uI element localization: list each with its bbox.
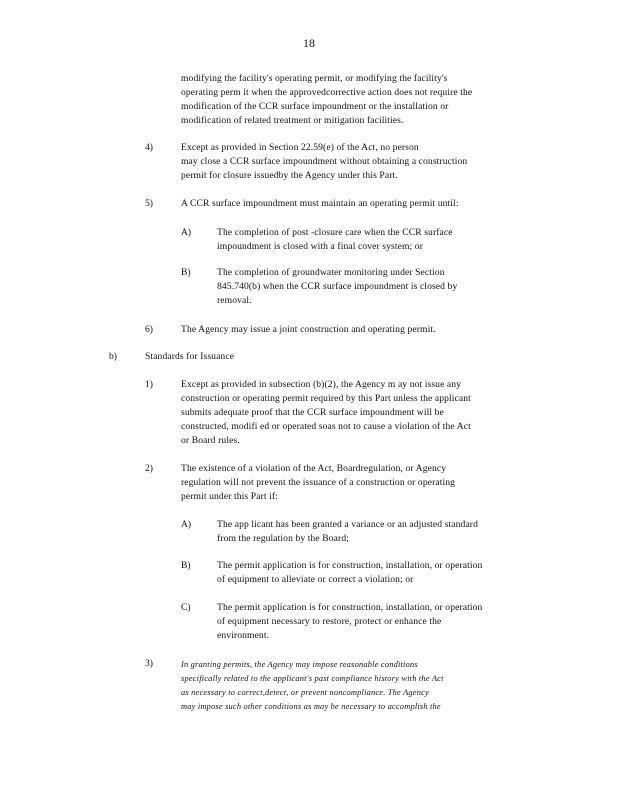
item-line: or Board rules.	[181, 435, 240, 446]
item-line: In granting permits, the Agency may impose reasonable conditions	[181, 660, 418, 669]
item-line: submits adequate proof that the CCR surface impoundment will be	[181, 407, 444, 418]
continuation-line: modification of related treatment or mitigation facilities.	[181, 115, 404, 126]
subitem-line: of equipment necessary to restore, protect or enhance the	[217, 616, 442, 627]
subitem-label: B)	[181, 560, 191, 571]
continuation-line: modifying the facility's operating permit, or modifying the facility's	[181, 73, 448, 84]
item-line: may impose such other conditions as may be necessary to accomplish the	[181, 702, 441, 711]
section-heading: Standards for Issuance	[145, 351, 235, 362]
item-line: construction or operating permit required by this Part unless the applicant	[181, 393, 471, 404]
continuation-line: operating perm it when the approvedcorrective action does not require the	[181, 87, 473, 98]
subitem-line: The permit application is for construction, installation, or operation	[217, 560, 483, 571]
item-label: 3)	[145, 658, 153, 669]
subitem-line: environment.	[217, 630, 270, 641]
subitem-line: 845.740(b) when the CCR surface impoundment is closed by	[217, 281, 458, 292]
subitem-line: The app licant has been granted a variance or an adjusted standard	[217, 519, 478, 530]
item-label: 1)	[145, 379, 153, 390]
item-line: The existence of a violation of the Act, Boardregulation, or Agency	[181, 463, 447, 474]
section-label: b)	[109, 351, 117, 362]
subitem-line: The completion of post -closure care when the CCR surface	[217, 227, 453, 238]
subitem-label: A)	[181, 227, 192, 238]
item-line: Except as provided in subsection (b)(2), the Agency m ay not issue any	[181, 379, 462, 390]
item-label: 6)	[145, 324, 153, 335]
item-line: may close a CCR surface impoundment without obtaining a construction	[181, 156, 468, 167]
continuation-line: modification of the CCR surface impoundment or the installation or	[181, 101, 449, 112]
item-label: 4)	[145, 142, 153, 153]
subitem-line: impoundment is closed with a final cover system; or	[217, 241, 423, 252]
page-number: 18	[303, 36, 315, 50]
subitem-label: B)	[181, 267, 191, 278]
item-line: A CCR surface impoundment must maintain an operating permit until:	[181, 198, 459, 209]
item-line: regulation will not prevent the issuance of a construction or operating	[181, 477, 456, 488]
subitem-line: removal.	[217, 295, 252, 306]
item-line: Except as provided in Section 22.59(e) of the Act, no person	[181, 142, 419, 153]
subitem-label: A)	[181, 519, 192, 530]
item-line: permit under this Part if:	[181, 491, 278, 502]
subitem-label: C)	[181, 602, 191, 613]
item-line: as necessary to correct,detect, or prevent noncompliance. The Agency	[181, 688, 429, 697]
item-line: permit for closure issuedby the Agency under this Part.	[181, 170, 398, 181]
subitem-line: The permit application is for construction, installation, or operation	[217, 602, 483, 613]
subitem-line: of equipment to alleviate or correct a violation; or	[217, 574, 414, 585]
item-line: The Agency may issue a joint construction and operating permit.	[181, 324, 436, 335]
subitem-line: from the regulation by the Board;	[217, 533, 349, 544]
item-label: 5)	[145, 198, 153, 209]
item-line: constructed, modifi ed or operated soas not to cause a violation of the Act	[181, 421, 471, 432]
item-label: 2)	[145, 463, 153, 474]
subitem-line: The completion of groundwater monitoring under Section	[217, 267, 445, 278]
item-line: specifically related to the applicant's past compliance history with the Act	[181, 674, 444, 683]
